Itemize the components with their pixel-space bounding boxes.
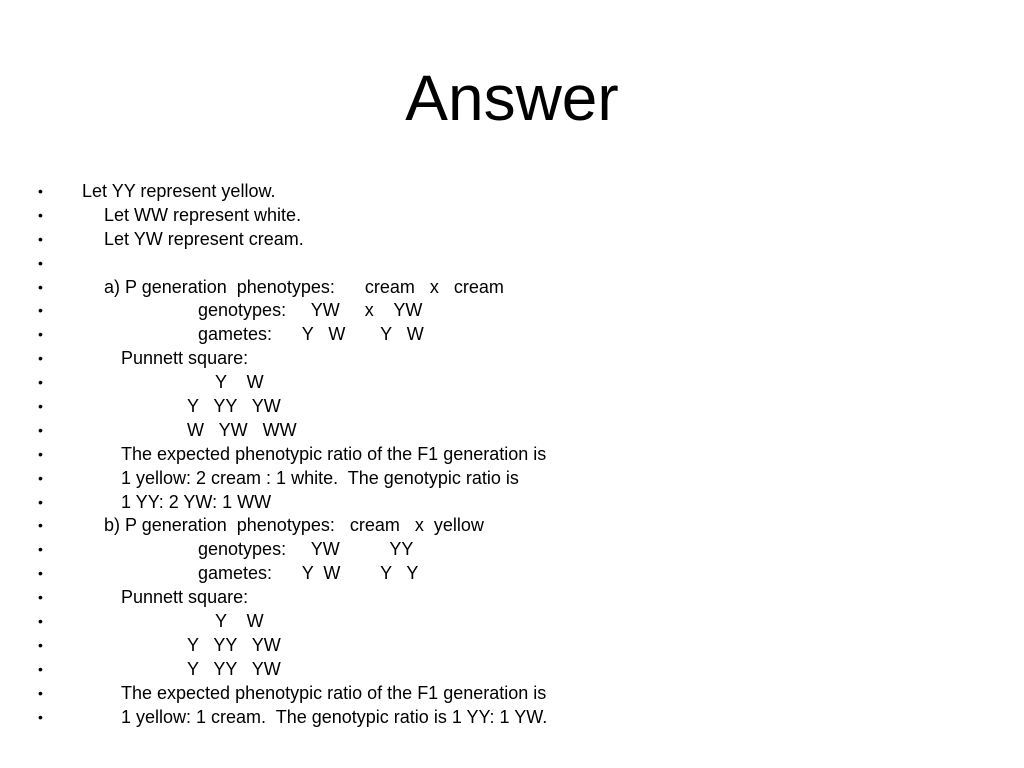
list-item xyxy=(0,180,1024,204)
bullet-icon: • xyxy=(38,278,43,295)
bullet-icon: • xyxy=(38,565,43,582)
list-item xyxy=(0,491,1024,515)
line-text: Y W xyxy=(215,611,264,632)
bullet-icon: • xyxy=(38,398,43,415)
line-text: gametes: Y W Y Y xyxy=(198,563,419,584)
line-text: The expected phenotypic ratio of the F1 generation is xyxy=(121,443,547,464)
bullet-list xyxy=(0,180,1024,729)
line-text: W YW WW xyxy=(187,419,297,440)
line-text: Y YY YW xyxy=(187,396,281,417)
bullet-icon: • xyxy=(38,636,43,653)
bullet-icon: • xyxy=(38,469,43,486)
bullet-icon: • xyxy=(38,374,43,391)
bullet-icon: • xyxy=(38,589,43,606)
bullet-icon: • xyxy=(38,708,43,725)
line-text: The expected phenotypic ratio of the F1 generation is xyxy=(121,682,547,703)
bullet-icon: • xyxy=(38,254,43,271)
line-text: Let YW represent cream. xyxy=(104,228,304,249)
line-text: gametes: Y W Y W xyxy=(198,324,424,345)
list-item xyxy=(0,562,1024,586)
list-item xyxy=(0,682,1024,706)
line-text: genotypes: YW YY xyxy=(198,539,414,560)
list-item xyxy=(0,467,1024,491)
bullet-icon: • xyxy=(38,421,43,438)
bullet-icon: • xyxy=(38,445,43,462)
list-item xyxy=(0,634,1024,658)
bullet-icon: • xyxy=(38,684,43,701)
line-text: b) P generation phenotypes: cream x yellow xyxy=(104,515,484,536)
list-item xyxy=(0,276,1024,300)
list-item xyxy=(0,538,1024,562)
list-item xyxy=(0,419,1024,443)
line-text: Let YY represent yellow. xyxy=(82,181,276,201)
line-text: Let WW represent white. xyxy=(104,204,302,225)
bullet-icon: • xyxy=(38,660,43,677)
bullet-icon: • xyxy=(38,517,43,534)
list-item xyxy=(0,252,1024,276)
list-item xyxy=(0,371,1024,395)
bullet-icon: • xyxy=(38,326,43,343)
list-item xyxy=(0,610,1024,634)
bullet-icon: • xyxy=(38,230,43,247)
line-text: a) P generation phenotypes: cream x cream xyxy=(104,276,504,297)
line-text: Punnett square: xyxy=(121,348,249,369)
list-item xyxy=(0,658,1024,682)
line-text: 1 YY: 2 YW: 1 WW xyxy=(121,491,272,512)
list-item xyxy=(0,323,1024,347)
bullet-icon: • xyxy=(38,302,43,319)
list-item xyxy=(0,514,1024,538)
bullet-icon: • xyxy=(38,541,43,558)
list-item xyxy=(0,204,1024,228)
bullet-icon: • xyxy=(38,613,43,630)
bullet-icon: • xyxy=(38,206,43,223)
line-text: Y W xyxy=(215,372,264,393)
list-item xyxy=(0,347,1024,371)
line-text: Y YY YW xyxy=(187,658,281,679)
list-item xyxy=(0,299,1024,323)
line-text: 1 yellow: 2 cream : 1 white. The genotypic ratio is xyxy=(121,467,519,488)
line-text: Punnett square: xyxy=(121,587,249,608)
list-item xyxy=(0,706,1024,730)
slide-title: Answer xyxy=(405,62,619,134)
list-item xyxy=(0,443,1024,467)
list-item xyxy=(0,395,1024,419)
bullet-icon: • xyxy=(38,350,43,367)
bullet-icon: • xyxy=(38,493,43,510)
bullet-icon: • xyxy=(38,183,43,199)
line-text: 1 yellow: 1 cream. The genotypic ratio is 1 YY: 1 YW. xyxy=(121,706,548,727)
line-text: genotypes: YW x YW xyxy=(198,300,423,321)
list-item xyxy=(0,586,1024,610)
line-text: Y YY YW xyxy=(187,634,281,655)
list-item xyxy=(0,228,1024,252)
